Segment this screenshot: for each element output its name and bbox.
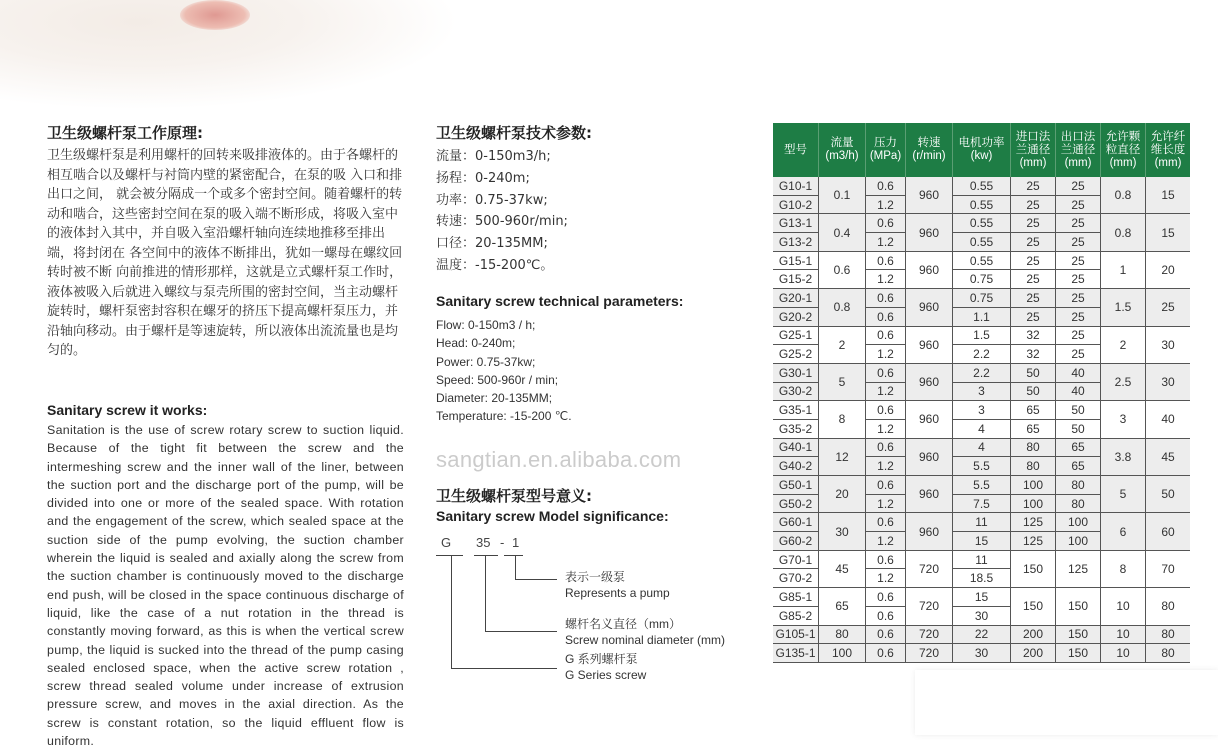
milk-splash-banner [0,0,460,110]
cell-model: G85-2 [773,606,819,625]
cell-flow: 0.1 [819,177,866,214]
code-dash: - [500,535,505,550]
stage-en: Represents a pump [565,586,670,600]
table-row [773,476,1190,495]
cell-particle: 5 [1101,476,1146,513]
cell-power: 18.5 [953,569,1011,588]
cell-pressure: 1.2 [866,270,906,289]
cell-flow: 0.6 [819,251,866,288]
cell-speed: 720 [906,625,953,644]
param-head-en: Head: 0-240m; [436,336,516,351]
cell-fiber: 60 [1146,513,1191,550]
cell-fiber: 30 [1146,326,1191,363]
cell-speed: 960 [906,438,953,475]
param-power-en: Power: 0.75-37kw; [436,354,536,369]
code-stage: 1 [512,535,520,550]
cell-power: 1.5 [953,326,1011,345]
cell-pressure: 0.6 [866,625,906,644]
cell-flow: 2 [819,326,866,363]
param-diameter-en: Diameter: 20-135MM; [436,391,553,406]
cell-inlet: 25 [1011,251,1056,270]
cell-inlet: 150 [1011,550,1056,587]
header-pressure: 压力 (MPa) [866,123,906,177]
table-row [773,177,1190,195]
cell-inlet: 80 [1011,438,1056,457]
cell-outlet: 80 [1056,494,1101,513]
cell-power: 11 [953,513,1011,532]
cell-model: G15-2 [773,270,819,289]
cell-model: G135-1 [773,644,819,663]
cell-model: G30-2 [773,382,819,401]
cell-outlet: 80 [1056,476,1101,495]
fruit-image [180,0,250,30]
cell-flow: 12 [819,438,866,475]
series-cn: G 系列螺杆泵 [565,652,638,666]
cell-speed: 960 [906,289,953,326]
cell-outlet: 125 [1056,550,1101,587]
cell-speed: 960 [906,401,953,438]
table-row [773,438,1190,457]
cell-flow: 5 [819,363,866,400]
params-list-en [436,316,572,426]
cell-model: G30-1 [773,363,819,382]
cell-inlet: 25 [1011,307,1056,326]
model-title-cn: 卫生级螺杆泵型号意义: [436,487,592,505]
cell-model: G70-1 [773,550,819,569]
params-title-en: Sanitary screw technical parameters: [436,293,684,309]
cell-flow: 65 [819,588,866,625]
cell-pressure: 0.6 [866,363,906,382]
cell-power: 22 [953,625,1011,644]
table-row [773,644,1190,663]
cell-power: 0.55 [953,177,1011,195]
cell-model: G40-1 [773,438,819,457]
cell-inlet: 25 [1011,214,1056,233]
cell-outlet: 40 [1056,382,1101,401]
cell-outlet: 25 [1056,307,1101,326]
diameter-en: Screw nominal diameter (mm) [565,633,726,647]
cell-fiber: 25 [1146,289,1191,326]
cell-fiber: 20 [1146,251,1191,288]
cell-inlet: 200 [1011,625,1056,644]
cell-particle: 10 [1101,588,1146,625]
cell-inlet: 65 [1011,419,1056,438]
diameter-cn: 螺杆名义直径（mm） [565,617,681,631]
cell-outlet: 25 [1056,326,1101,345]
cell-speed: 960 [906,513,953,550]
cell-particle: 3 [1101,401,1146,438]
cell-model: G60-1 [773,513,819,532]
cell-fiber: 40 [1146,401,1191,438]
cell-fiber: 50 [1146,476,1191,513]
table-row [773,363,1190,382]
cell-inlet: 125 [1011,532,1056,551]
cell-power: 0.75 [953,289,1011,308]
cell-inlet: 150 [1011,588,1056,625]
cell-particle: 10 [1101,644,1146,663]
cell-model: G105-1 [773,625,819,644]
cell-particle: 1.5 [1101,289,1146,326]
model-title-en: Sanitary screw Model significance: [436,508,669,524]
header-inlet: 进口法 兰通径 (mm) [1011,123,1056,177]
cell-pressure: 1.2 [866,419,906,438]
cell-model: G35-2 [773,419,819,438]
cell-outlet: 25 [1056,195,1101,214]
cell-pressure: 1.2 [866,494,906,513]
cell-pressure: 0.6 [866,513,906,532]
cell-power: 2.2 [953,345,1011,364]
cell-power: 1.1 [953,307,1011,326]
table-row [773,588,1190,607]
cell-model: G10-1 [773,177,819,195]
cell-particle: 10 [1101,625,1146,644]
cell-pressure: 0.6 [866,214,906,233]
header-model: 型号 [773,123,819,177]
table-row [773,625,1190,644]
cell-outlet: 25 [1056,345,1101,364]
cell-fiber: 15 [1146,214,1191,251]
cell-model: G85-1 [773,588,819,607]
cell-pressure: 1.2 [866,233,906,252]
cell-power: 7.5 [953,494,1011,513]
header-outlet: 出口法 兰通径 (mm) [1056,123,1101,177]
watermark: sangtian.en.alibaba.com [436,447,682,472]
cell-fiber: 80 [1146,625,1191,644]
cell-pressure: 0.6 [866,326,906,345]
cell-power: 30 [953,606,1011,625]
table-row [773,550,1190,569]
cell-inlet: 80 [1011,457,1056,476]
cell-inlet: 50 [1011,363,1056,382]
cell-model: G40-2 [773,457,819,476]
cell-power: 5.5 [953,457,1011,476]
cell-outlet: 150 [1056,588,1101,625]
cell-pressure: 0.6 [866,438,906,457]
model-diagram [436,535,756,695]
param-speed-en: Speed: 500-960r / min; [436,372,559,387]
cell-speed: 720 [906,644,953,663]
cell-pressure: 0.6 [866,251,906,270]
cell-speed: 960 [906,326,953,363]
cell-fiber: 45 [1146,438,1191,475]
cell-outlet: 25 [1056,233,1101,252]
cell-speed: 960 [906,214,953,251]
params-list-cn [436,146,568,277]
cell-particle: 0.8 [1101,177,1146,214]
header-flow: 流量 (m3/h) [819,123,866,177]
cell-pressure: 0.6 [866,644,906,663]
cell-pressure: 1.2 [866,195,906,214]
cell-flow: 45 [819,550,866,587]
cell-pressure: 1.2 [866,382,906,401]
cell-fiber: 80 [1146,588,1191,625]
cell-particle: 2 [1101,326,1146,363]
header-speed: 转速 (r/min) [906,123,953,177]
cell-outlet: 40 [1056,363,1101,382]
param-temp-en: Temperature: -15-200 ℃. [436,409,572,424]
cell-speed: 960 [906,363,953,400]
cell-flow: 0.8 [819,289,866,326]
cell-flow: 20 [819,476,866,513]
cell-fiber: 15 [1146,177,1191,214]
cell-model: G50-2 [773,494,819,513]
cell-inlet: 100 [1011,476,1056,495]
cell-outlet: 100 [1056,513,1101,532]
cell-outlet: 150 [1056,625,1101,644]
blank-panel [915,670,1218,735]
cell-pressure: 1.2 [866,457,906,476]
cell-model: G60-2 [773,532,819,551]
cell-power: 0.55 [953,251,1011,270]
cell-model: G20-1 [773,289,819,308]
param-temp-cn: 温度：-15-200℃。 [436,257,554,273]
cell-outlet: 25 [1056,214,1101,233]
cell-outlet: 65 [1056,457,1101,476]
param-power-cn: 功率：0.75-37kw; [436,192,548,208]
cell-inlet: 32 [1011,326,1056,345]
cell-pressure: 0.6 [866,307,906,326]
cell-inlet: 50 [1011,382,1056,401]
cell-outlet: 65 [1056,438,1101,457]
cell-model: G70-2 [773,569,819,588]
cell-outlet: 50 [1056,419,1101,438]
cell-inlet: 200 [1011,644,1056,663]
cell-power: 4 [953,438,1011,457]
cell-fiber: 70 [1146,550,1191,587]
cell-model: G13-1 [773,214,819,233]
code-num: 35 [476,535,491,550]
stage-cn: 表示一级泵 [565,570,626,584]
cell-outlet: 25 [1056,270,1101,289]
cell-pressure: 0.6 [866,476,906,495]
cell-power: 0.55 [953,195,1011,214]
cell-power: 0.55 [953,214,1011,233]
cell-model: G10-2 [773,195,819,214]
principle-title-cn: 卫生级螺杆泵工作原理: [47,124,203,142]
cell-power: 11 [953,550,1011,569]
param-diameter-cn: 口径：20-135MM; [436,236,548,252]
cell-inlet: 25 [1011,177,1056,195]
header-fiber: 允许纤 维长度 (mm) [1146,123,1191,177]
header-particle: 允许颗 粒直径 (mm) [1101,123,1146,177]
param-flow-en: Flow: 0-150m3 / h; [436,318,536,332]
cell-inlet: 32 [1011,345,1056,364]
cell-speed: 720 [906,550,953,587]
cell-power: 3 [953,401,1011,420]
cell-outlet: 25 [1056,177,1101,195]
param-speed-cn: 转速：500-960r/min; [436,214,568,230]
table-row [773,513,1190,532]
cell-inlet: 25 [1011,289,1056,308]
cell-power: 5.5 [953,476,1011,495]
cell-model: G25-1 [773,326,819,345]
table-row [773,214,1190,233]
cell-outlet: 25 [1056,289,1101,308]
cell-inlet: 25 [1011,270,1056,289]
cell-particle: 6 [1101,513,1146,550]
cell-pressure: 1.2 [866,345,906,364]
cell-power: 0.55 [953,233,1011,252]
cell-particle: 8 [1101,550,1146,587]
params-title-cn: 卫生级螺杆泵技术参数: [436,124,592,142]
cell-outlet: 50 [1056,401,1101,420]
table-row [773,289,1190,308]
cell-speed: 960 [906,476,953,513]
cell-particle: 1 [1101,251,1146,288]
cell-fiber: 80 [1146,644,1191,663]
cell-model: G20-2 [773,307,819,326]
cell-pressure: 0.6 [866,177,906,195]
param-flow-cn: 流量：0-150m3/h; [436,149,551,164]
cell-power: 15 [953,532,1011,551]
cell-flow: 8 [819,401,866,438]
param-head-cn: 扬程：0-240m; [436,170,530,186]
cell-particle: 0.8 [1101,214,1146,251]
cell-pressure: 0.6 [866,550,906,569]
table-row [773,401,1190,420]
cell-inlet: 125 [1011,513,1056,532]
cell-power: 0.75 [953,270,1011,289]
cell-outlet: 100 [1056,532,1101,551]
cell-pressure: 1.2 [866,569,906,588]
cell-inlet: 25 [1011,233,1056,252]
cell-flow: 30 [819,513,866,550]
cell-model: G13-2 [773,233,819,252]
cell-outlet: 25 [1056,251,1101,270]
cell-particle: 3.8 [1101,438,1146,475]
principle-title-en: Sanitary screw it works: [47,402,208,418]
spec-table [773,123,1190,663]
cell-power: 15 [953,588,1011,607]
header-power: 电机功率 (kw) [953,123,1011,177]
table-row [773,251,1190,270]
cell-flow: 100 [819,644,866,663]
cell-model: G35-1 [773,401,819,420]
cell-inlet: 65 [1011,401,1056,420]
cell-flow: 0.4 [819,214,866,251]
table-row [773,326,1190,345]
principle-text-en: Sanitation is the use of screw rotary screw to suction liquid. Because of the tight fit between the screw and the intermeshing screw and the inner wall of the liner, between the suction port and the discharge port of the pump, will be divided into one or more of the sealed space. With rotation and the engagement of the screw, which sealed space at the suction side of the pump evolving, the suction chamber wherein the liquid is sealed and axially along the screw from the suction chamber is continuously moved to the discharge end push, will be closed in the space continuous discharge of liquid, like the case of a nut rotation in the thread is constantly moving forward, as this is when the vertical screw pump, the liquid is sucked into the thread of the pump casing sealed enclosed space, when the active screw rotation , screw thread sealed volume under increase of extrusion pressure screw, and moves in the axial direction. As the screw is constant rotation, so the liquid effluent flow is uniform. [47,423,404,749]
cell-model: G50-1 [773,476,819,495]
cell-model: G15-1 [773,251,819,270]
cell-pressure: 0.6 [866,401,906,420]
cell-power: 30 [953,644,1011,663]
cell-fiber: 30 [1146,363,1191,400]
cell-outlet: 150 [1056,644,1101,663]
cell-speed: 960 [906,251,953,288]
cell-pressure: 0.6 [866,588,906,607]
cell-power: 4 [953,419,1011,438]
cell-flow: 80 [819,625,866,644]
cell-pressure: 0.6 [866,289,906,308]
cell-model: G25-2 [773,345,819,364]
cell-speed: 960 [906,177,953,214]
cell-power: 3 [953,382,1011,401]
cell-inlet: 25 [1011,195,1056,214]
cell-particle: 2.5 [1101,363,1146,400]
cell-pressure: 0.6 [866,606,906,625]
series-en: G Series screw [565,668,647,682]
cell-power: 2.2 [953,363,1011,382]
cell-speed: 720 [906,588,953,625]
cell-pressure: 1.2 [866,532,906,551]
code-g: G [441,535,452,550]
cell-inlet: 100 [1011,494,1056,513]
principle-text-cn: 卫生级螺杆泵是利用螺杆的回转来吸排液体的。由于各螺杆的相互啮合以及螺杆与衬筒内壁的紧密配合，在泵的吸 入口和排出口之间， 就会被分隔成一个或多个密封空间。随着螺杆的转动和啮合，这些密封空间在泵的吸入端不断形成，将吸入室中的液体封入其中，并自吸入室沿螺杆轴向连续地推移至排出端，将封闭在 各空间中的液体不断排出，犹如一螺母在螺纹回转时被不断 向前推进的情形那样，这就是立式螺杆泵工作时，液体被吸入后就进入螺纹与泵壳所围的密封空间，当主动螺杆旋转时，螺杆泵密封容积在螺牙的挤压下提高螺杆泵压力，并沿轴向移动。由于螺杆是等速旋转，所以液体出流流量也是均匀的。 [47,148,403,358]
